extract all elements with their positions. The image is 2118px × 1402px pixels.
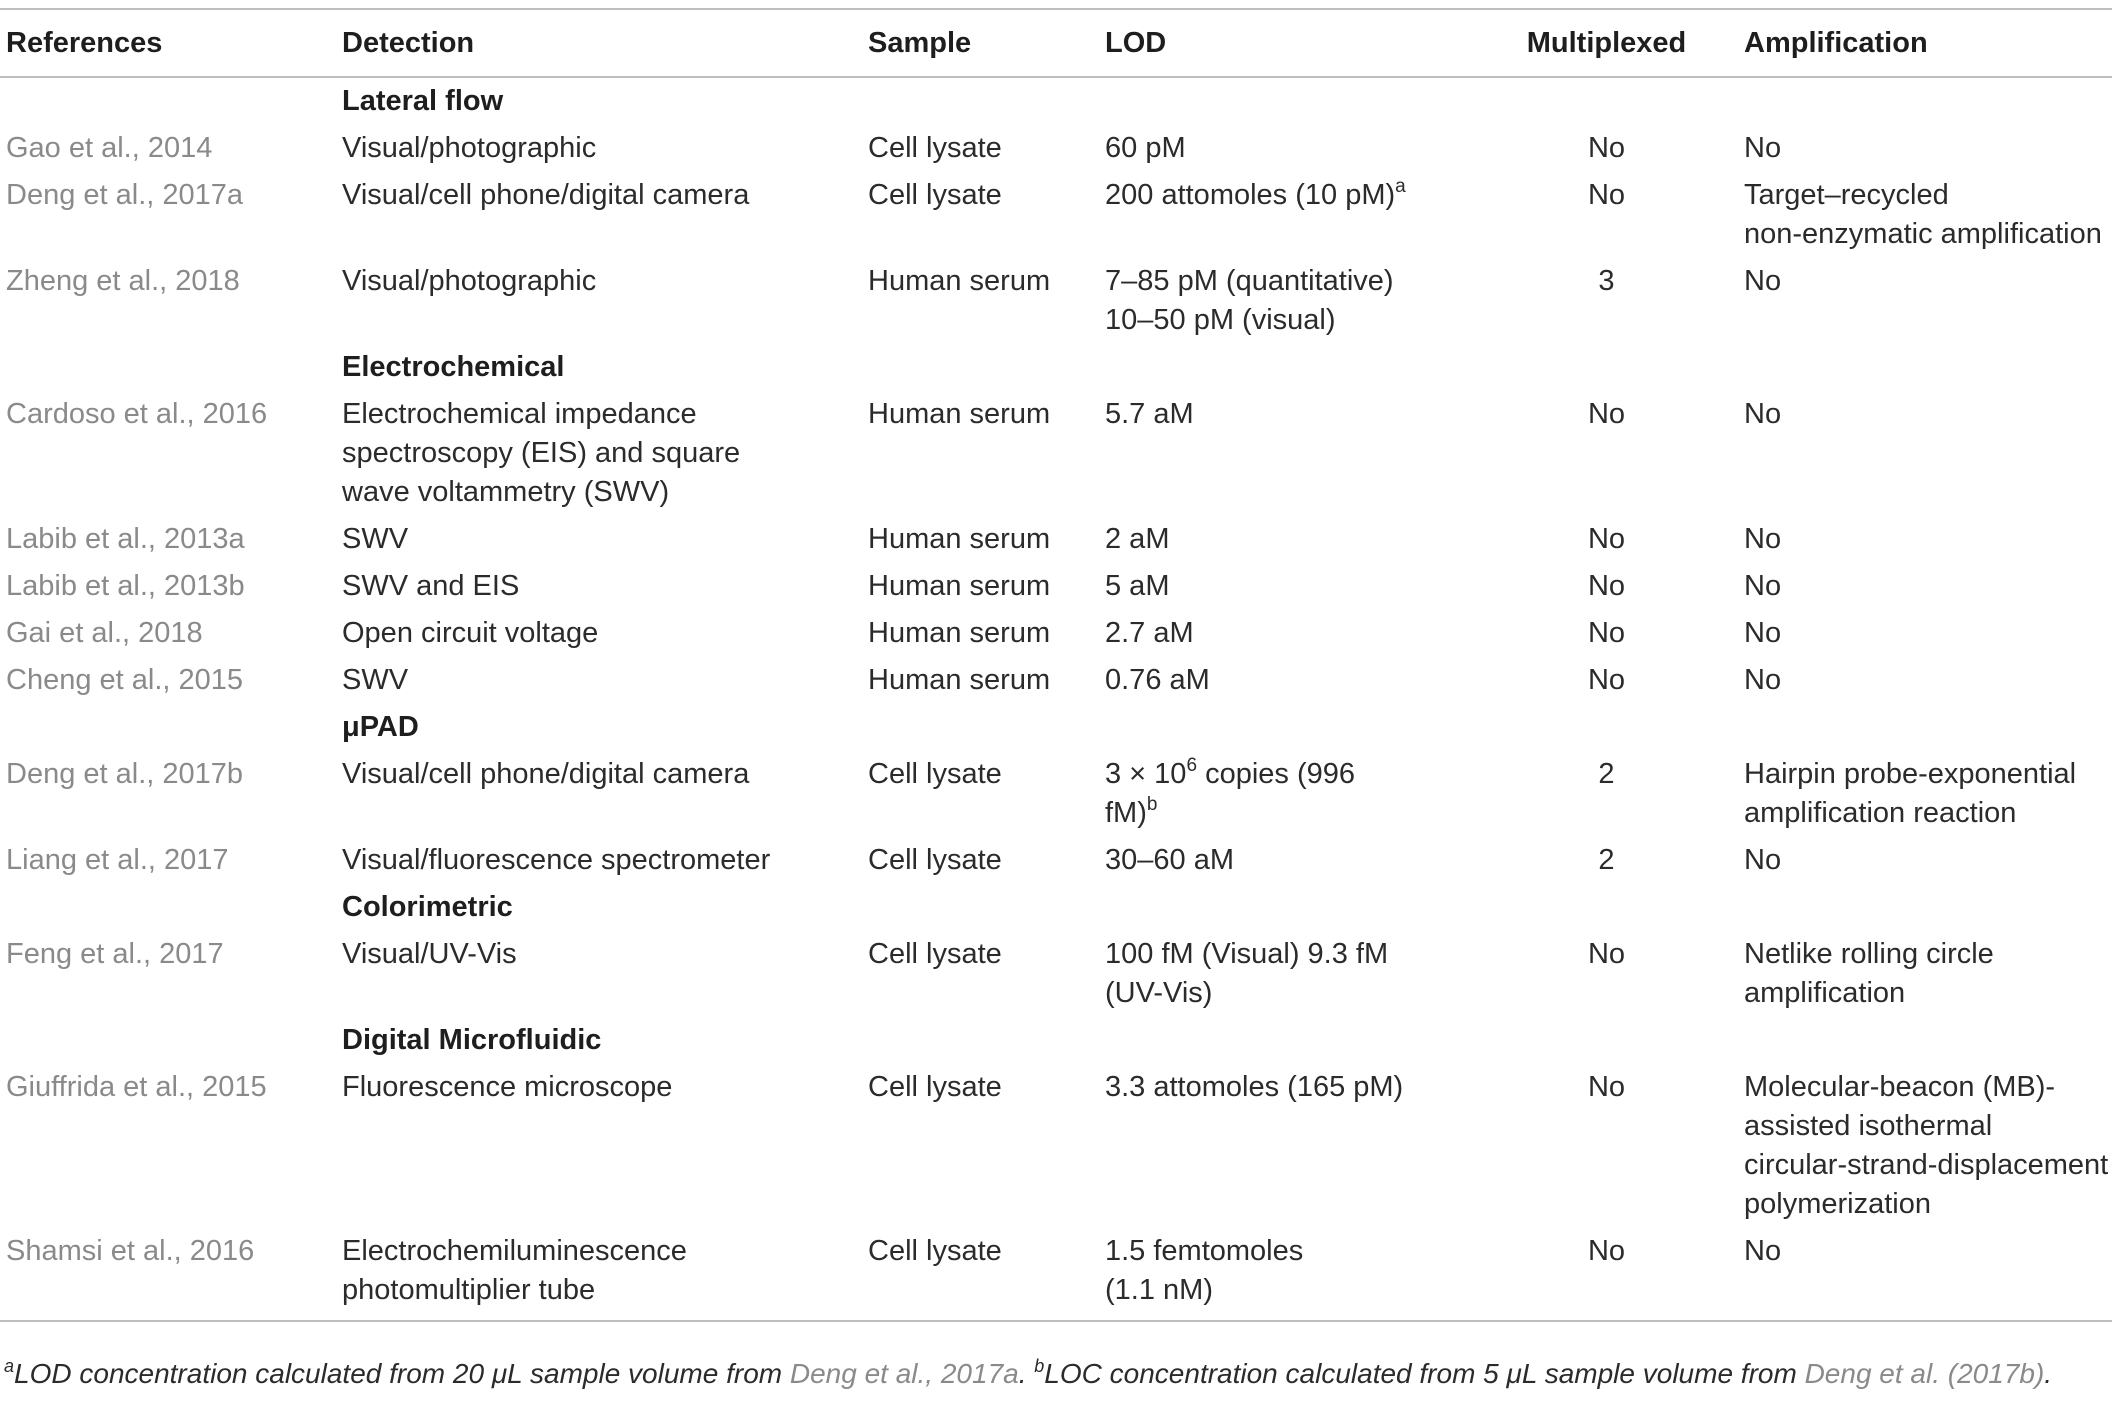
section-row-lateral-flow [0,77,2112,125]
table-row [0,1228,2112,1321]
lod-cell [1099,931,1475,1017]
detection-cell [336,391,862,516]
multiplexed-cell: 2 [1598,758,1615,790]
table-row [0,931,2112,1017]
footnote-reference-link[interactable]: Deng et al., 2017a [789,1358,1019,1389]
detection-line: spectroscopy (EIS) and square [342,437,741,469]
reference-link[interactable]: Feng et al., 2017 [6,938,224,970]
lod-cell: 5 aM [1105,570,1170,602]
amplification-line: Hairpin probe-exponential [1744,758,2077,790]
multiplexed-cell: No [1587,132,1626,164]
sample-cell: Cell lysate [868,179,1002,211]
reference-link[interactable]: Cardoso et al., 2016 [6,398,268,430]
detection-cell [336,1228,862,1321]
lod-line: (1.1 nM) [1105,1274,1213,1306]
reference-link[interactable]: Cheng et al., 2015 [6,664,244,696]
lod-line: (UV-Vis) [1105,977,1213,1009]
section-row-electrochemical [0,344,2112,391]
reference-link[interactable]: Liang et al., 2017 [6,844,229,876]
amplification-line: amplification [1744,977,1906,1009]
table-row [0,1064,2112,1228]
lod-line: 7–85 pM (quantitative) [1105,265,1394,297]
table-row [0,125,2112,172]
amplification-line: Molecular-beacon (MB)- [1744,1071,2056,1103]
sample-cell: Human serum [868,617,1051,649]
section-title: Digital Microfluidic [342,1024,602,1056]
detection-cell: SWV [342,664,409,696]
lod-cell [1099,258,1475,344]
section-row-upad [0,704,2112,751]
amplification-line: assisted isothermal [1744,1110,1993,1142]
lod-text: copies (996 [1197,758,1356,790]
multiplexed-cell: 3 [1598,265,1615,297]
table-footnote [4,1358,2052,1390]
reference-link[interactable]: Gai et al., 2018 [6,617,203,649]
table-row [0,258,2112,344]
amplification-cell: No [1744,132,1782,164]
section-title: Lateral flow [342,85,504,117]
multiplexed-cell: No [1587,617,1626,649]
amplification-cell: No [1744,844,1782,876]
sample-cell: Cell lysate [868,1235,1002,1267]
multiplexed-cell: No [1587,1235,1626,1267]
sample-cell: Human serum [868,398,1051,430]
section-row-colorimetric [0,884,2112,931]
amplification-cell: No [1744,664,1782,696]
lod-text: fM) [1105,797,1147,829]
sample-cell: Cell lysate [868,938,1002,970]
table-row [0,563,2112,610]
footnote-text: LOC concentration calculated from 5 μL sample volume from [1044,1358,1805,1389]
multiplexed-cell: No [1587,398,1626,430]
sample-cell: Cell lysate [868,1071,1002,1103]
detection-line: photomultiplier tube [342,1274,596,1306]
multiplexed-cell: No [1587,1071,1626,1103]
amplification-line: amplification reaction [1744,797,2017,829]
reference-link[interactable]: Deng et al., 2017b [6,758,244,790]
detection-line: wave voltammetry (SWV) [342,476,670,508]
multiplexed-cell: No [1587,664,1626,696]
table-body [0,77,2112,1321]
lod-line [1105,794,1475,833]
section-title: Colorimetric [342,891,513,923]
header-amplification: Amplification [1744,27,1928,59]
amplification-line: circular-strand-displacement [1744,1149,2109,1181]
lod-cell: 60 pM [1105,132,1186,164]
lod-cell [1099,172,1475,258]
sample-cell: Human serum [868,570,1051,602]
detection-cell: Visual/UV-Vis [342,938,517,970]
table-row [0,391,2112,516]
multiplexed-cell: No [1587,938,1626,970]
lod-cell: 2 aM [1105,523,1170,555]
amplification-cell [1738,1064,2112,1228]
amplification-cell [1738,751,2112,837]
detection-cell: Visual/cell phone/digital camera [342,758,750,790]
table-row [0,610,2112,657]
reference-link[interactable]: Labib et al., 2013b [6,570,245,602]
lod-cell: 2.7 aM [1105,617,1194,649]
amplification-line: polymerization [1744,1188,1931,1220]
comparison-table [0,8,2112,1322]
lod-line: 1.5 femtomoles [1105,1235,1304,1267]
table-row [0,516,2112,563]
header-lod: LOD [1105,27,1167,59]
sample-cell: Cell lysate [868,132,1002,164]
lod-line [1105,755,1475,794]
header-sample: Sample [868,27,972,59]
reference-link[interactable]: Deng et al., 2017a [6,179,244,211]
lod-cell: 5.7 aM [1105,398,1194,430]
amplification-cell: No [1744,617,1782,649]
detection-cell: Fluorescence microscope [342,1071,673,1103]
lod-cell: 3.3 attomoles (165 pM) [1105,1071,1404,1103]
detection-cell: Visual/photographic [342,265,597,297]
detection-cell: SWV and EIS [342,570,520,602]
multiplexed-cell: No [1587,179,1626,211]
table-row [0,837,2112,884]
reference-link[interactable]: Shamsi et al., 2016 [6,1235,255,1267]
reference-link[interactable]: Zheng et al., 2018 [6,265,240,297]
multiplexed-cell: No [1587,570,1626,602]
amplification-cell: No [1744,570,1782,602]
amplification-line: Netlike rolling circle [1744,938,1994,970]
footnote-text: LOD concentration calculated from 20 μL sample volume from [14,1358,790,1389]
multiplexed-cell: 2 [1598,844,1615,876]
detection-cell: Visual/fluorescence spectrometer [342,844,771,876]
amplification-line: Target–recycled [1744,179,1949,211]
reference-link[interactable]: Gao et al., 2014 [6,132,213,164]
lod-line: 100 fM (Visual) 9.3 fM [1105,938,1389,970]
detection-cell: Visual/photographic [342,132,597,164]
amplification-cell: No [1744,523,1782,555]
detection-line: Electrochemiluminescence [342,1235,687,1267]
lod-cell [1099,1228,1475,1321]
amplification-cell [1738,172,2112,258]
exponent: 6 [1186,755,1198,776]
footnote-separator: . [1018,1358,1035,1389]
detection-cell: Visual/cell phone/digital camera [342,179,750,211]
lod-line: 10–50 pM (visual) [1105,304,1336,336]
footnote-end: . [2044,1358,2053,1389]
sample-cell: Human serum [868,265,1051,297]
lod-text: 3 × 10 [1105,758,1187,790]
section-title: μPAD [342,711,419,743]
detection-cell: Open circuit voltage [342,617,599,649]
lod-text: 200 attomoles (10 pM) [1105,179,1396,211]
amplification-cell [1738,931,2112,1017]
footnote-marker[interactable]: b [1146,794,1158,815]
header-detection: Detection [342,27,475,59]
sample-cell: Cell lysate [868,758,1002,790]
lod-cell: 30–60 aM [1105,844,1234,876]
amplification-cell: No [1744,265,1782,297]
reference-link[interactable]: Labib et al., 2013a [6,523,245,555]
sample-cell: Human serum [868,664,1051,696]
lod-cell: 0.76 aM [1105,664,1210,696]
reference-link[interactable]: Giuffrida et al., 2015 [6,1071,267,1103]
detection-cell: SWV [342,523,409,555]
table-row [0,172,2112,258]
footnote-marker: b [1034,1356,1045,1376]
detection-line: Electrochemical impedance [342,398,697,430]
table-row [0,751,2112,837]
table-header [0,9,2112,77]
lod-cell [1099,751,1475,837]
footnote-reference-link[interactable]: Deng et al. (2017b) [1804,1358,2045,1389]
footnote-marker[interactable]: a [1395,176,1406,197]
header-references: References [6,27,163,59]
header-multiplexed: Multiplexed [1526,27,1687,59]
amplification-line: non-enzymatic amplification [1744,218,2102,250]
table-row [0,657,2112,704]
multiplexed-cell: No [1587,523,1626,555]
amplification-cell: No [1744,1235,1782,1267]
sample-cell: Cell lysate [868,844,1002,876]
footnote-marker: a [4,1356,15,1376]
sample-cell: Human serum [868,523,1051,555]
amplification-cell: No [1744,398,1782,430]
section-row-digital-microfluidic [0,1017,2112,1064]
section-title: Electrochemical [342,351,565,383]
